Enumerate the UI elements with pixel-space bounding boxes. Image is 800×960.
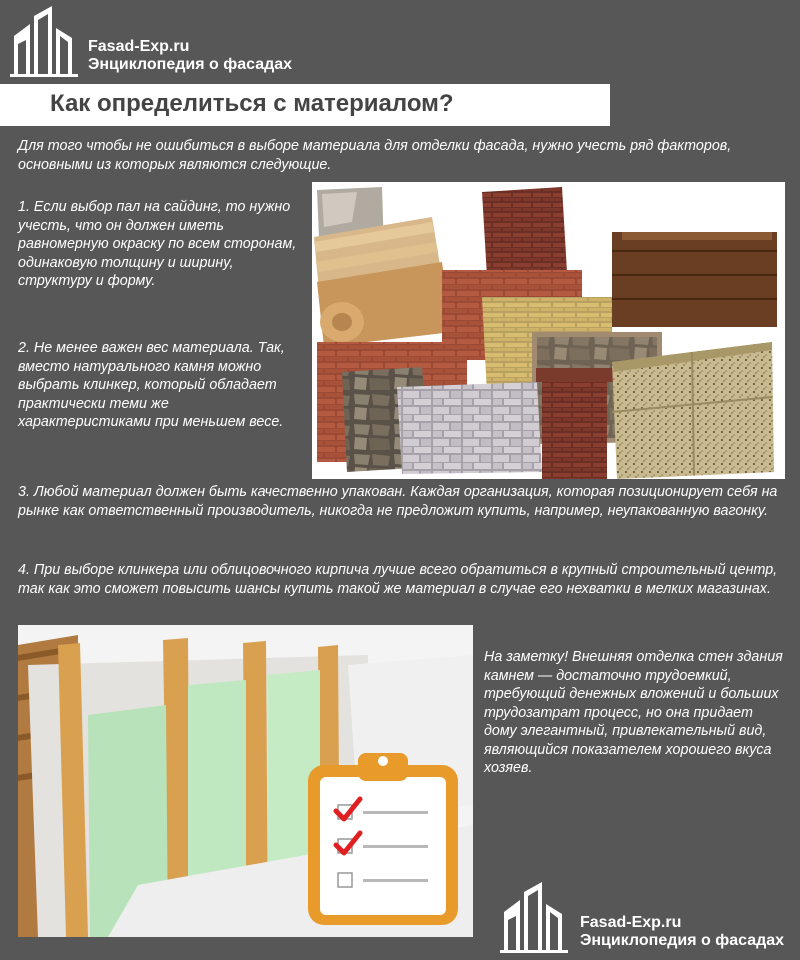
header-site-tagline: Энциклопедия о фасадах	[88, 56, 293, 73]
building-logo-icon	[498, 880, 570, 956]
clipboard-checklist-icon	[308, 753, 458, 925]
footer-logo[interactable]	[498, 880, 798, 956]
point-1-text: 1. Если выбор пал на сайдинг, то нужно учесть, что он должен иметь равномерную окраску по всем сторонам, одинаковую толщину и ширину, структуру и форму.	[18, 199, 297, 289]
page-title: Как определиться с материалом?	[50, 90, 454, 117]
point-4-text: 4. При выборе клинкера или облицовочного кирпича лучше всего обратиться в крупный строительный центр, так как это сможет повысить шансы купить такой же материал в случае его нехватки в мелких магазинах.	[18, 562, 778, 597]
wall-insulation-image	[18, 625, 473, 937]
point-2-text: 2. Не менее важен вес материала. Так, вместо натурального камня можно выбрать клинкер, который обладает практически теми же характеристиками при меньшем весе.	[18, 340, 285, 430]
note-text: На заметку! Внешняя отделка стен здания камнем — достаточно трудоемкий, требующий денежных вложений и больших трудозатрат процесс, но она придает дому элегантный, привлекательный вид, являющийся показателем хорошего вкуса хозяев.	[484, 649, 783, 776]
header-site-name: Fasad-Exp.ru	[88, 38, 190, 55]
point-3-text: 3. Любой материал должен быть качественно упакован. Каждая организация, которая позиционирует себя на рынке как ответственный производитель, никогда не предложит купить, например, неупакованную вагонку.	[18, 484, 778, 519]
intro-text: Для того чтобы не ошибиться в выборе материала для отделки фасада, нужно учесть ряд факторов, основными из которых являются следующие.	[18, 138, 732, 173]
facade-materials-image	[312, 182, 785, 479]
footer-site-name: Fasad-Exp.ru	[580, 914, 682, 931]
building-logo-icon	[8, 6, 80, 78]
footer-site-tagline: Энциклопедия о фасадах	[580, 932, 785, 949]
header-logo[interactable]	[8, 6, 308, 78]
